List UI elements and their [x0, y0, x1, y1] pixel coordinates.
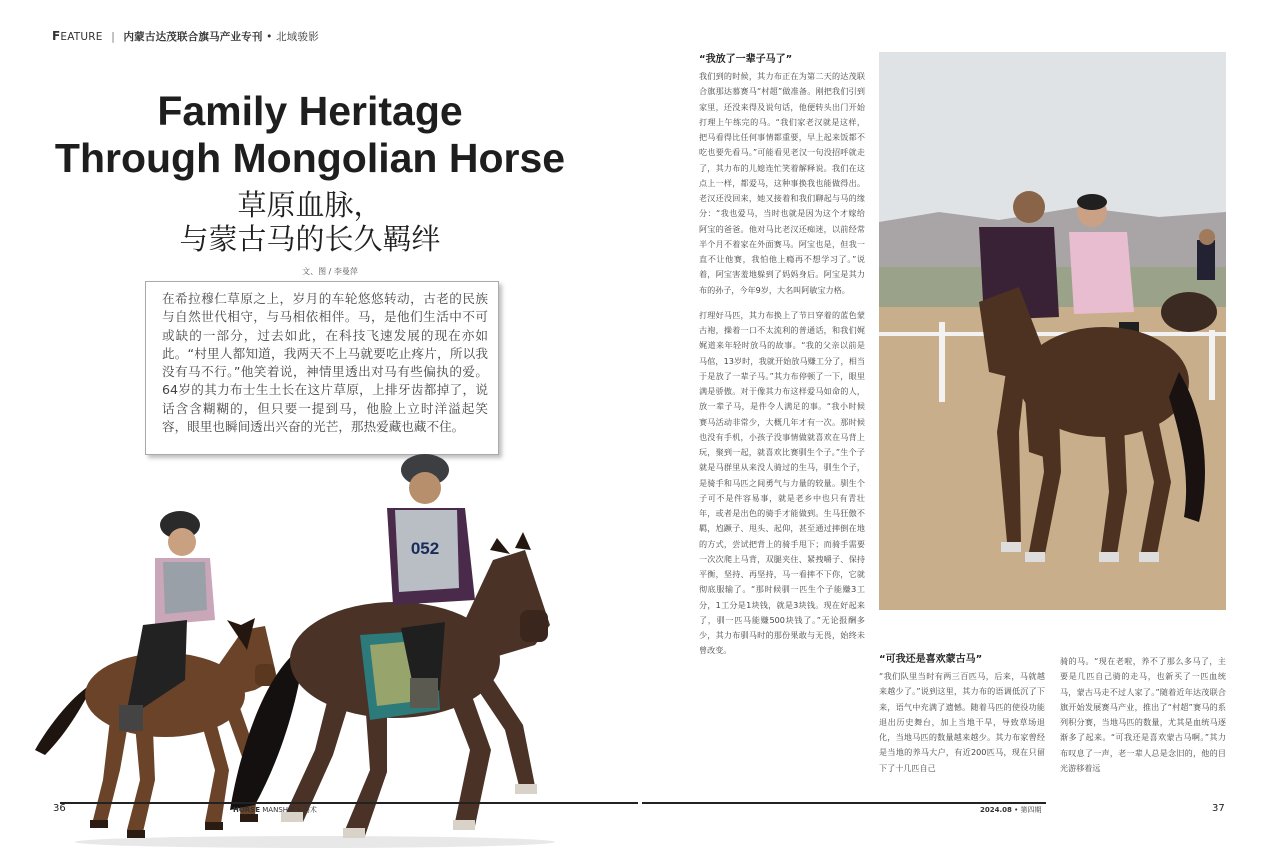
header-dot: •: [266, 31, 273, 43]
issue-number: • 第四期: [1011, 806, 1042, 814]
article-column-3: [1060, 654, 1226, 786]
column1-paragraph2: 打理好马匹，其力布换上了节日穿着的蓝色蒙古袍，操着一口不太流利的普通话，和我们娓娓道来年轻时放马的故事。“我的父亲以前是马倌，13岁时，我就开始放马赚工分了，相当于是放了一辈子马。”其力布停顿了一下，眼里满是骄傲。对于像其力布这样爱马如命的人，放一辈子马，是件令人满足的事。“我小时候赛马活动非常少，大概几年才有一次。那时候也没有手机，小孩子没事情做就喜欢在马背上玩，聚到一起，就喜欢比赛驯生个子。”生个子就是马群里从来没人骑过的生马，驯生个子，是骑手和马匹之间勇气与力量的较量。驯生个子可不是件容易事，就是老乡中也只有青壮年，或者是出色的骑手才能做到。生马狂傲不羁，尥蹶子、甩头、起仰，甚至通过摔倒在地的方式，尝试把背上的骑手甩下；而骑手需要一次次爬上马背，双腿夹住、紧拽嚼子、保持平衡，坚持、再坚持，马一看摔不下你，它就彻底服输了。“那时候驯一匹生个子能赚3工分，1工分是1块钱，就是3块钱。现在好起来了，驯一匹马能赚500块钱了。”无论报酬多少，其力布驯马时的那份果敢与无畏，始终未曾改变。: [699, 309, 865, 656]
magazine-name-bold: HORSE: [233, 806, 261, 814]
header-separator: |: [111, 31, 115, 43]
english-title-line1: Family Heritage: [157, 88, 463, 134]
feature-initial: F: [52, 29, 61, 43]
magazine-name-rest: MANSHIP • 马术: [260, 806, 317, 814]
chinese-title-line2: 与蒙古马的长久羁绊: [179, 222, 441, 256]
footer-rule-left: [60, 802, 638, 804]
feature-label: EATURE: [60, 31, 103, 43]
footer-rule-right: [642, 802, 1046, 804]
issue-label: [980, 805, 1041, 815]
series-title: 内蒙古达茂联合旗马产业专刊: [123, 31, 263, 43]
article-column-2: [879, 652, 1045, 786]
page-header: [52, 29, 319, 44]
chinese-title-line1: 草原血脉，: [237, 188, 383, 222]
grandfather-grandson-photo: [879, 52, 1226, 610]
column2-paragraph1: “我们队里当时有两三百匹马，后来，马就越来越少了。”说到这里，其力布的语调低沉了下来，语气中充满了遗憾。随着马匹的使役功能退出历史舞台，加上当地干旱，导致草场退化，当地马匹的数量越来越少。其力布家曾经是当地的养马大户，有近200匹马，现在只留下了十几匹自己: [879, 671, 1045, 773]
chinese-title: [60, 188, 560, 256]
page-number-left: 36: [53, 803, 66, 814]
riders-photo: [15, 450, 640, 848]
english-title: [30, 88, 590, 182]
byline: 文、图 / 李曼萍: [302, 267, 358, 276]
page-number-right: 37: [1212, 803, 1225, 814]
article-column-1: [699, 52, 865, 669]
column1-heading: “我放了一辈子马了”: [699, 54, 793, 65]
magazine-name: [233, 805, 317, 815]
column3-paragraph1: 骑的马。“现在老啦，养不了那么多马了，主要是几匹自己骑的走马，也新买了一匹血统马，蒙古马走不过人家了。”随着近年达茂联合旗开始发展赛马产业，推出了“村超”赛马的系列积分赛，当地马匹的数量，尤其是血统马逐渐多了起来。“可我还是喜欢蒙古马啊。”其力布叹息了一声，老一辈人总是念旧的，他的目光游移着远: [1060, 656, 1226, 773]
section-title: 北域骏影: [276, 31, 319, 43]
issue-date: 2024.08: [980, 806, 1012, 814]
column1-paragraph1: 我们到的时候，其力布正在为第二天的达茂联合旗那达慕赛马“村超”做准备。刚把我们引到家里，还没来得及说句话，他便转头出门开始打理上午练完的马。“我们家老汉就是这样，把马看得比任何事情都重要，早上起来饭都不吃也要先看马。”可能看见老汉一句没招呼就走了，其力布的儿媳连忙笑着解释说。我们在这点上一样，都爱马，这种事换我也能做得出。老汉还没回来，她又接着和我们聊起与马的缘分：“我也爱马，当时也就是因为这个才嫁给阿宝的爸爸。他对马比老汉还痴迷，以前经常半个月不着家在外面赛马。阿宝也是，但我一直不让他赛，我怕他上瘾再不想学习了。”说着，阿宝害羞地躲到了妈妈身后。阿宝是其力布的孙子，今年9岁，大名叫阿敏宝力格。: [699, 71, 865, 295]
intro-box: 在希拉穆仁草原之上，岁月的车轮悠悠转动，古老的民族与自然世代相守，与马相依相伴。马，是他们生活中不可或缺的一部分，过去如此，在科技飞速发展的现在亦如此。“村里人都知道，我两天不上马就要吃止疼片，所以我没有马不行。”他笑着说，神情里透出对马有些偏执的爱。64岁的其力布士生土长在这片草原，上排牙齿都掉了，说话含含糊糊的，但只要一提到马，他脸上立时洋溢起笑容，眼里也瞬间透出兴奋的光芒，那热爱藏也藏不住。: [145, 281, 499, 455]
rider-bib-number: 052: [410, 539, 440, 558]
english-title-line2: Through Mongolian Horse: [54, 135, 566, 181]
column2-heading: “可我还是喜欢蒙古马”: [879, 654, 983, 665]
